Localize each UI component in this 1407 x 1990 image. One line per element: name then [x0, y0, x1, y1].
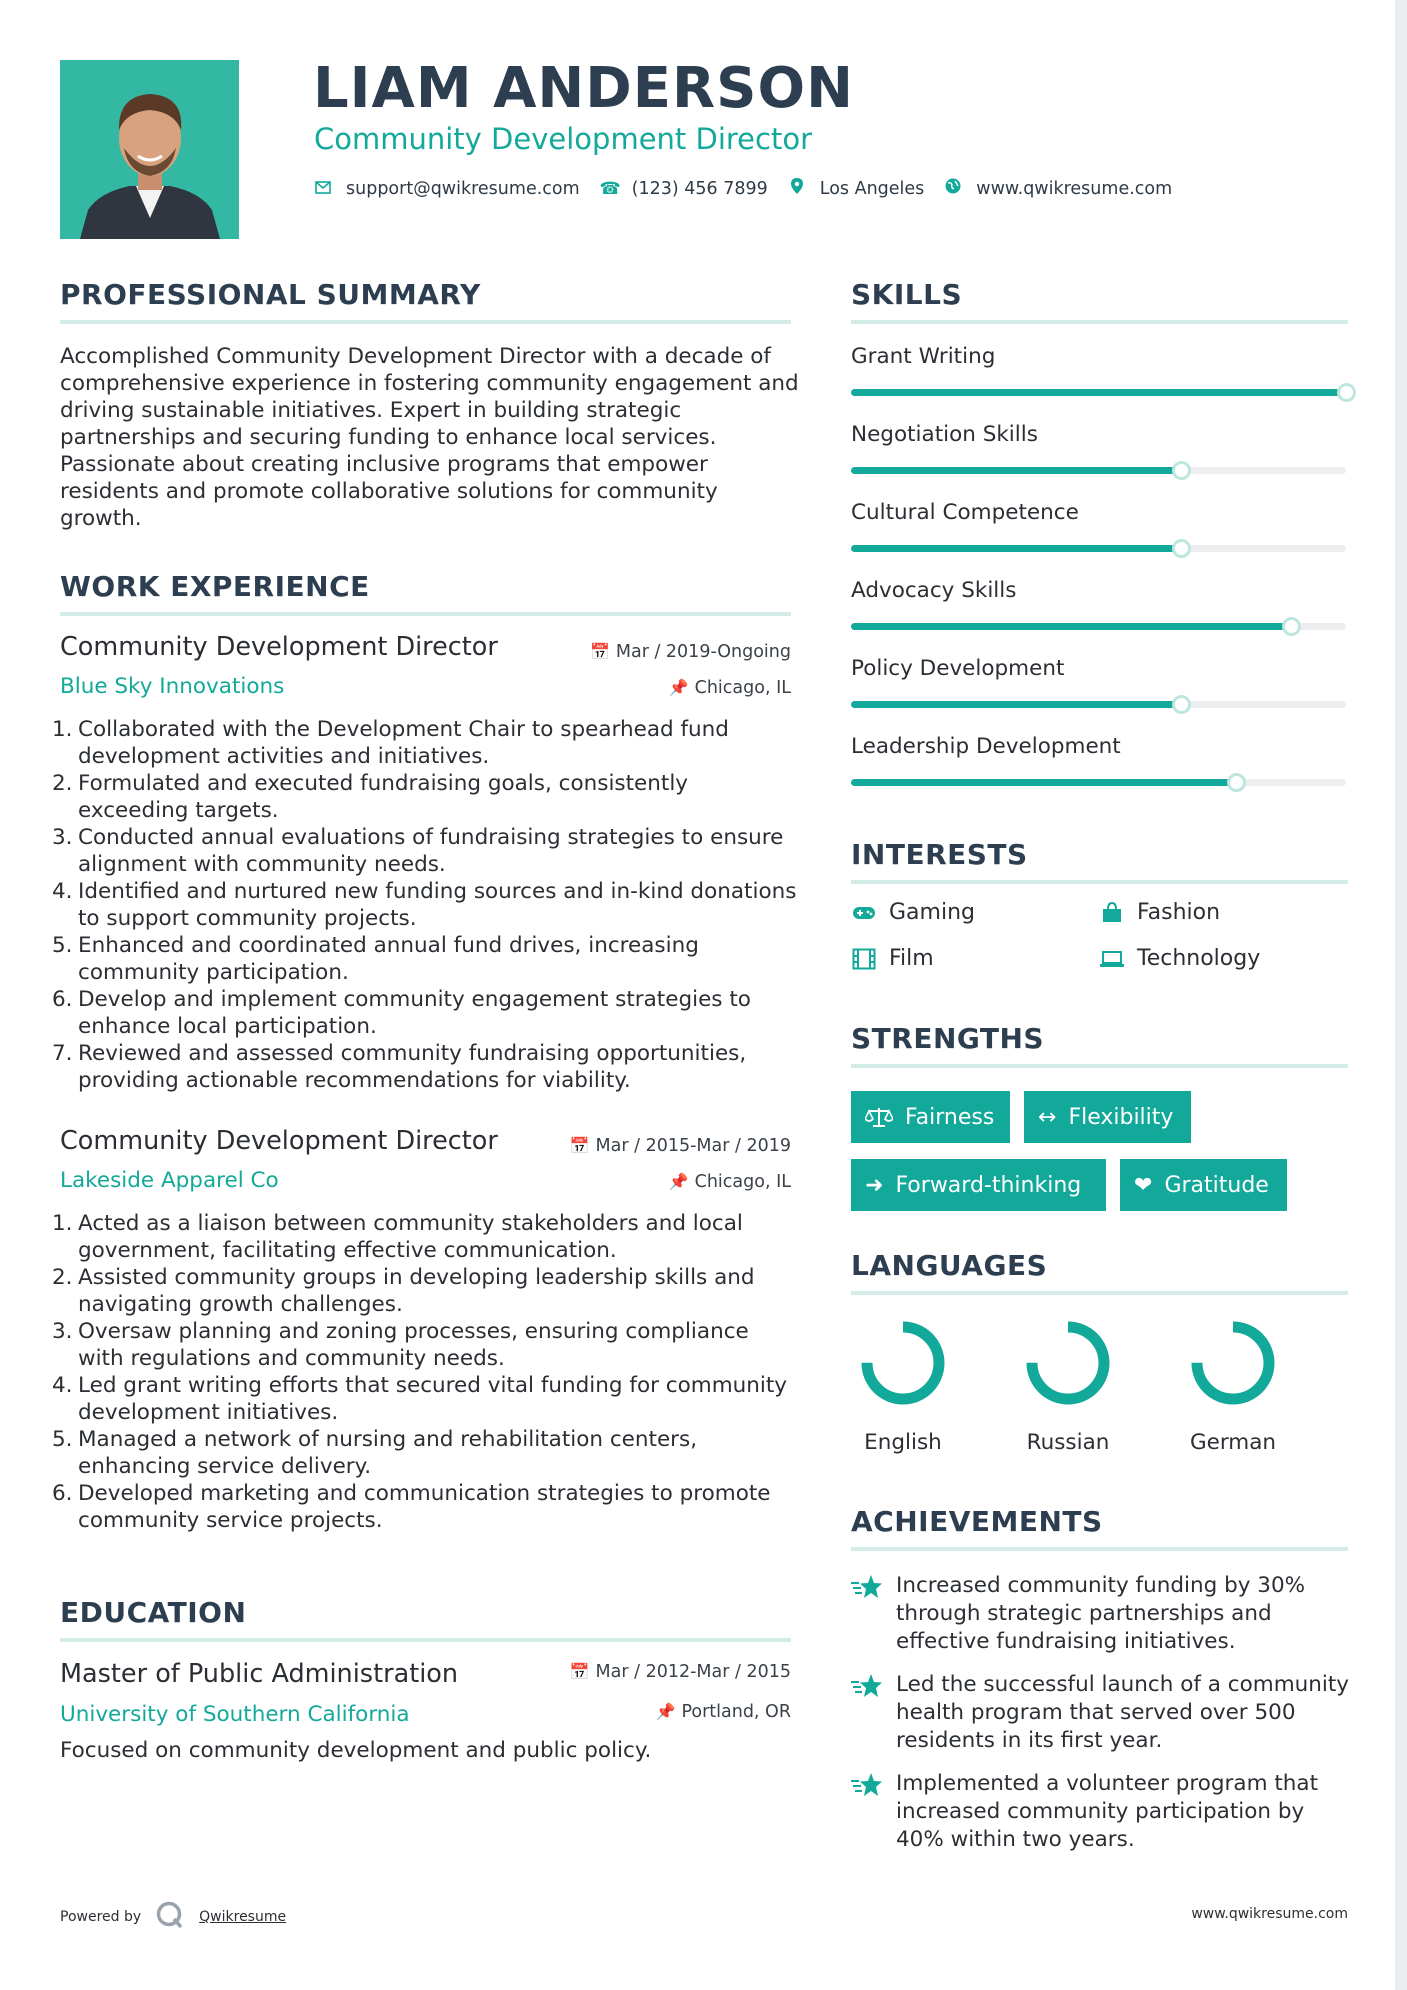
duty-item: 3. Oversaw planning and zoning processes, ensuring compliance with regulations and community needs.	[52, 1319, 749, 1371]
laptop-icon	[1099, 950, 1125, 968]
calendar-icon: 📅	[569, 1136, 590, 1155]
education-description: Focused on community development and public policy.	[60, 1738, 652, 1763]
brand-link[interactable]: Qwikresume	[199, 1909, 287, 1925]
strength-label: Flexibility	[1068, 1104, 1174, 1130]
education-dates	[570, 1662, 791, 1682]
job-title: Community Development Director	[60, 1126, 498, 1156]
achievements-heading: ACHIEVEMENTS	[851, 1505, 1103, 1538]
skill-fill	[851, 389, 1346, 396]
language-item	[1158, 1318, 1308, 1455]
skill-item	[851, 422, 1346, 447]
interest-label: Technology	[1137, 946, 1261, 971]
pushpin-icon: 📌	[668, 1172, 689, 1191]
gamepad-icon	[851, 905, 877, 921]
school-name[interactable]: University of Southern California	[60, 1702, 410, 1727]
envelope-icon	[314, 179, 332, 199]
interest-label: Fashion	[1137, 900, 1221, 925]
skill-label: Policy Development	[851, 656, 1065, 681]
skill-track	[851, 545, 1346, 552]
strength-label: Forward-thinking	[895, 1172, 1082, 1198]
degree-title: Master of Public Administration	[60, 1659, 459, 1689]
duty-item: 3. Conducted annual evaluations of fundraising strategies to ensure alignment with community needs.	[52, 825, 784, 877]
job-location-text: Chicago, IL	[694, 678, 791, 698]
summary-rule	[60, 320, 791, 324]
star-icon	[851, 1772, 883, 1798]
interest-item-technology	[1099, 946, 1260, 971]
achievement-text: Led the successful launch of a community health program that served over 500 residents in its first year.	[896, 1672, 1350, 1753]
strength-chip-fairness	[851, 1091, 1010, 1143]
interest-label: Gaming	[889, 900, 975, 925]
languages-rule	[851, 1291, 1348, 1295]
pushpin-icon: 📌	[655, 1702, 676, 1721]
job-location	[669, 1172, 791, 1192]
experience-rule	[60, 612, 791, 616]
education-location-text: Portland, OR	[681, 1702, 791, 1722]
languages-heading: LANGUAGES	[851, 1249, 1048, 1282]
experience-heading: WORK EXPERIENCE	[60, 570, 370, 603]
interest-label: Film	[889, 946, 934, 971]
footer-powered-by	[60, 1900, 286, 1934]
skill-knob	[1337, 383, 1356, 402]
job-location	[669, 678, 791, 698]
education-heading: EDUCATION	[60, 1596, 247, 1629]
job-company[interactable]: Lakeside Apparel Co	[60, 1168, 279, 1193]
strength-chip-gratitude	[1120, 1159, 1287, 1211]
duty-item: 6. Developed marketing and communication strategies to promote community service projects.	[52, 1481, 771, 1533]
phone-icon: ☎	[599, 178, 621, 199]
contact-website[interactable]: www.qwikresume.com	[976, 178, 1173, 199]
interests-rule	[851, 880, 1348, 884]
job-dates-text: Mar / 2015-Mar / 2019	[595, 1136, 791, 1156]
star-icon	[851, 1574, 883, 1600]
job-dates-text: Mar / 2019-Ongoing	[615, 642, 791, 662]
duty-item: 2. Assisted community groups in developing leadership skills and navigating growth challenges.	[52, 1265, 755, 1317]
skill-item	[851, 500, 1346, 525]
duty-item: 7. Reviewed and assessed community fundraising opportunities, providing actionable recommendations for viability.	[52, 1041, 747, 1093]
language-ring	[1188, 1318, 1278, 1408]
calendar-icon: 📅	[569, 1662, 590, 1681]
skill-item	[851, 656, 1346, 681]
skill-knob	[1172, 695, 1191, 714]
contact-phone[interactable]: (123) 456 7899	[631, 178, 768, 199]
achievement-item	[851, 1671, 1351, 1755]
interest-item-gaming	[851, 900, 975, 925]
education-rule	[60, 1638, 791, 1642]
profile-photo	[60, 60, 239, 239]
globe-icon	[944, 178, 962, 199]
interest-item-fashion	[1099, 900, 1220, 925]
language-ring-arc	[867, 1327, 939, 1399]
summary-heading: PROFESSIONAL SUMMARY	[60, 278, 481, 311]
achievement-text: Implemented a volunteer program that increased community participation by 40% within two years.	[896, 1771, 1319, 1852]
balance-scale-icon	[865, 1106, 893, 1128]
duty-item: 5. Enhanced and coordinated annual fund drives, increasing community participation.	[52, 933, 699, 985]
language-label: English	[864, 1430, 942, 1455]
interest-item-film	[851, 946, 934, 971]
strength-label: Fairness	[905, 1104, 995, 1130]
language-item	[828, 1318, 978, 1455]
skill-item	[851, 344, 1346, 369]
achievement-item	[851, 1572, 1351, 1656]
achievements-rule	[851, 1547, 1348, 1551]
language-ring	[858, 1318, 948, 1408]
skill-fill	[851, 545, 1181, 552]
language-ring-arc	[1197, 1327, 1269, 1399]
education-location	[656, 1702, 791, 1722]
education-dates-text: Mar / 2012-Mar / 2015	[595, 1662, 791, 1682]
achievement-item	[851, 1770, 1351, 1854]
duty-item: 4. Identified and nurtured new funding sources and in-kind donations to support community projects.	[52, 879, 797, 931]
contact-email[interactable]: support@qwikresume.com	[346, 178, 580, 199]
contact-location: Los Angeles	[819, 178, 925, 199]
language-item	[993, 1318, 1143, 1455]
duty-item: 5. Managed a network of nursing and rehabilitation centers, enhancing service delivery.	[52, 1427, 698, 1479]
skill-track	[851, 701, 1346, 708]
strength-label: Gratitude	[1164, 1172, 1269, 1198]
skill-fill	[851, 701, 1181, 708]
contact-bar	[314, 178, 1192, 199]
skill-label: Cultural Competence	[851, 500, 1079, 525]
skill-fill	[851, 779, 1236, 786]
skills-heading: SKILLS	[851, 278, 963, 311]
skill-knob	[1282, 617, 1301, 636]
language-ring	[1023, 1318, 1113, 1408]
skills-rule	[851, 320, 1348, 324]
skill-fill	[851, 467, 1181, 474]
arrow-right-icon: ➜	[865, 1172, 884, 1198]
skill-track	[851, 623, 1346, 630]
skill-item	[851, 734, 1346, 759]
skill-label: Negotiation Skills	[851, 422, 1038, 447]
pushpin-icon: 📌	[668, 678, 689, 697]
map-pin-icon	[788, 178, 806, 199]
skill-label: Grant Writing	[851, 344, 996, 369]
strengths-rule	[851, 1064, 1348, 1068]
skill-fill	[851, 623, 1291, 630]
arrows-horizontal-icon: ↔	[1038, 1104, 1057, 1130]
heart-icon: ❤	[1134, 1172, 1153, 1198]
duty-item: 1. Collaborated with the Development Chair to spearhead fund development activities and initiatives.	[52, 717, 729, 769]
skill-item	[851, 578, 1346, 603]
strength-chip-flexibility	[1024, 1091, 1191, 1143]
skill-label: Leadership Development	[851, 734, 1121, 759]
duty-item: 2. Formulated and executed fundraising goals, consistently exceeding targets.	[52, 771, 689, 823]
calendar-icon: 📅	[589, 642, 610, 661]
language-label: Russian	[1026, 1430, 1110, 1455]
job-title: Community Development Director	[60, 632, 498, 662]
candidate-title: Community Development Director	[314, 122, 812, 156]
language-ring-arc	[1032, 1327, 1104, 1399]
skill-knob	[1172, 539, 1191, 558]
qwikresume-logo-icon	[155, 1900, 185, 1934]
duty-item: 1. Acted as a liaison between community stakeholders and local government, facilitating effective communication.	[52, 1211, 743, 1263]
job-dates	[590, 642, 791, 662]
job-location-text: Chicago, IL	[694, 1172, 791, 1192]
skill-knob	[1227, 773, 1246, 792]
achievement-text: Increased community funding by 30% through strategic partnerships and effective fundraising initiatives.	[896, 1573, 1306, 1654]
powered-by-text: Powered by	[60, 1909, 142, 1925]
job-duties	[52, 716, 800, 1094]
star-icon	[851, 1673, 883, 1699]
duty-item: 4. Led grant writing efforts that secured vital funding for community development initiatives.	[52, 1373, 788, 1425]
skill-label: Advocacy Skills	[851, 578, 1017, 603]
duty-item: 6. Develop and implement community engagement strategies to enhance local participation.	[52, 987, 751, 1039]
language-label: German	[1189, 1430, 1277, 1455]
skill-track	[851, 389, 1346, 396]
skill-knob	[1172, 461, 1191, 480]
shopping-bag-icon	[1099, 902, 1125, 924]
strength-chip-forward-thinking	[851, 1159, 1106, 1211]
interests-heading: INTERESTS	[851, 838, 1028, 871]
job-dates	[570, 1136, 791, 1156]
job-company[interactable]: Blue Sky Innovations	[60, 674, 285, 699]
skill-track	[851, 779, 1346, 786]
strengths-heading: STRENGTHS	[851, 1022, 1045, 1055]
skill-track	[851, 467, 1346, 474]
candidate-name: LIAM ANDERSON	[313, 56, 854, 121]
film-icon	[851, 948, 877, 970]
summary-text: Accomplished Community Development Director with a decade of comprehensive experience in fostering community engagement and driving sustainable initiatives. Expert in building strategic partnerships and securing funding to enhance local services. Passionate about creating inclusive programs that empower residents and promote collaborative solutions for community growth.	[60, 344, 799, 531]
job-duties	[52, 1210, 800, 1534]
footer-website[interactable]: www.qwikresume.com	[1191, 1906, 1348, 1922]
